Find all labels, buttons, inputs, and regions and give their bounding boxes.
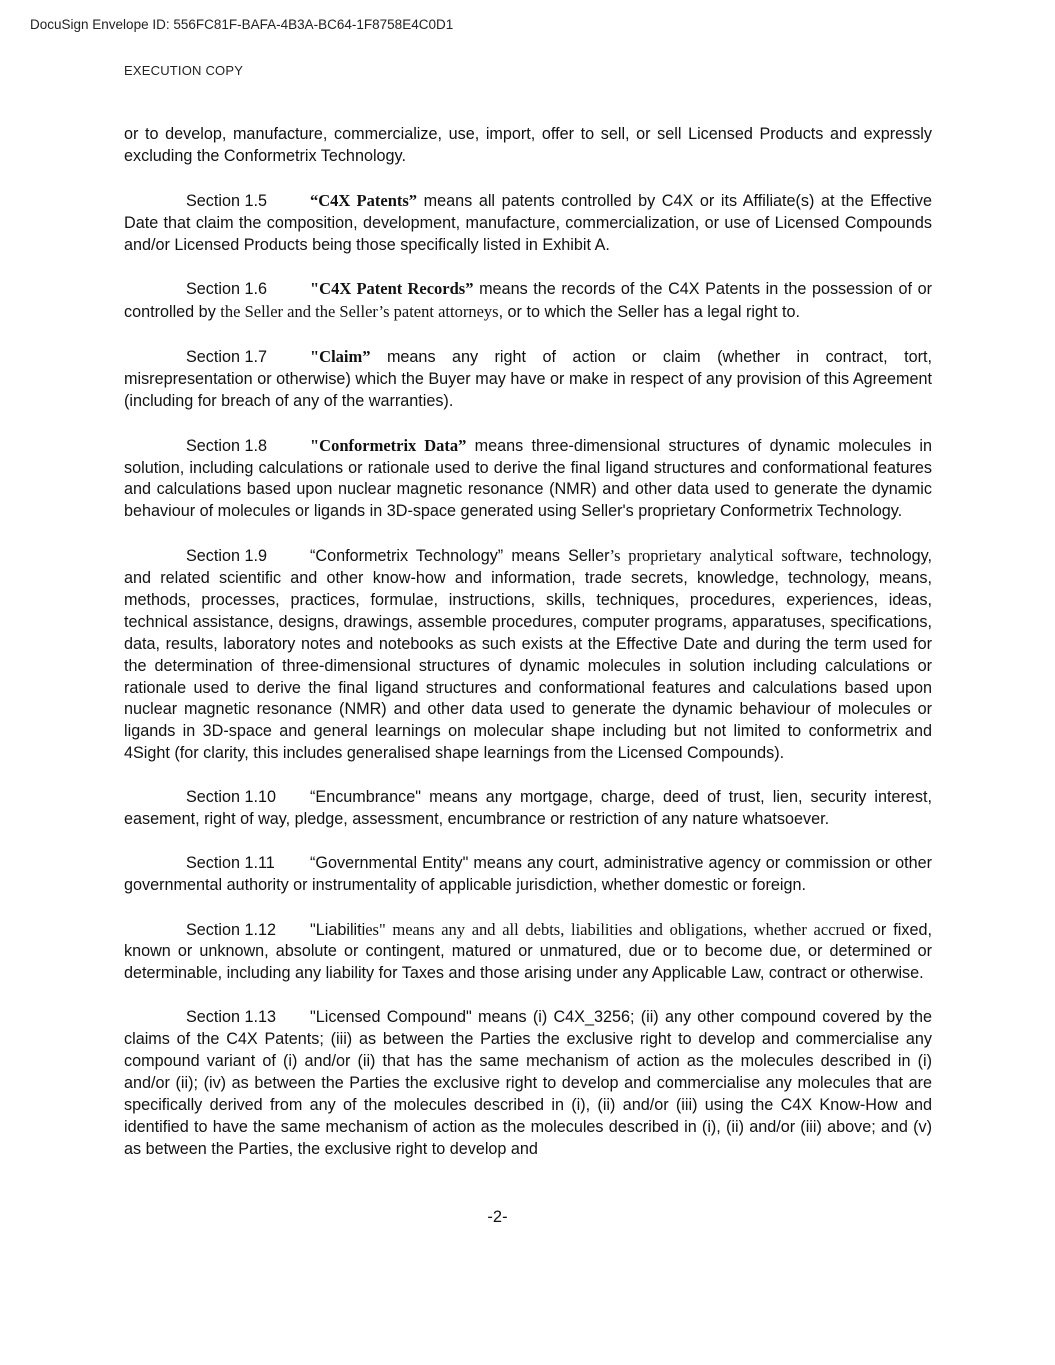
defined-term: "Liabiliti [310,920,366,939]
section-text: means any court, administrative agency or commission or other governmental authority or instrumentality of applicable jurisdiction, whether domestic or foreign. [124,853,932,894]
section-1-8 [124,435,932,524]
section-1-10 [124,787,932,831]
defined-term: "C4X Patent Records” [310,279,474,299]
section-text-serif: the Seller and the Seller’s patent attorneys [220,302,499,322]
defined-term: “C4X Patents” [310,190,418,210]
section-text: means three-dimensional structures of dynamic molecules in solution, including calculations or rationale used to derive the final ligand structures and conformational features and calculations based upon nuclear magnetic resonance (NMR) and other data used to generate the dynamic behaviour of molecules or ligands in 3D-space generated using Seller's proprietary Conformetrix Technology. [124,436,932,521]
section-1-11 [124,853,932,897]
section-text: means any mortgage, charge, deed of trust, lien, security interest, easement, right of way, pledge, assessment, encumbrance or restriction of any nature whatsoever. [124,788,932,828]
section-text-end: or fixed, known or unknown, absolute or contingent, matured or unmatured, due or to become due, or determined or determinable, including any liability for Taxes and those arising under any Applicable Law, contract or otherwise. [124,920,932,983]
defined-term: "Licensed Compound" [310,1008,472,1027]
section-text: means (i) C4X_3256; (ii) any other compound covered by the claims of the C4X Patents; (iii) as between the Parties the exclusive right to develop and commercialise any compound variant of (i) and/or (ii) that has the same mechanism of action as the molecules described in (i) and/or (ii); (iv) as between the Parties the exclusive right to develop and commercialise any molecules that are specifically derived from any of the molecules described in (i), (ii) and/or (iii) using the C4X Know-How and identified to have the same mechanism of action as the molecules described in (i), (ii) and/or (iii) above; and (v) as between the Parties, the exclusive right to develop and [124,1008,932,1158]
section-number: Section 1.12 [186,920,276,939]
execution-copy-label: EXECUTION COPY [124,63,244,78]
section-text-end: technology, and related scientific and other know-how and information, trade secrets, knowledge, technology, means, methods, processes, practices, formulae, instructions, skills, techniques, procedures, experiences, ideas, technical assistance, designs, drawings, assemble procedures, computer programs, apparatuses, specifications, data, results, laboratory notes and notebooks as such exists at the Effective Date and during the term used for the determination of three-dimensional structures of dynamic molecules in solution including calculations or rationale used to derive the final ligand structures and conformational features and calculations based upon nuclear magnetic resonance (NMR) and other data used to generate the dynamic behaviour of molecules or ligands in 3D-space and general learnings on molecular shape including but not limited to conformetrix and 4Sight (for clarity, this includes generalised shape learnings from the Licensed Compounds). [124,547,933,763]
section-text-end: , or to which the Seller has a legal right to. [498,303,800,322]
section-number: Section 1.10 [186,788,276,807]
section-text: means any right of action or claim (whether in contract, tort, misrepresentation or otherwise) which the Buyer may have or make in respect of any provision of this Agreement (including for breach of any of the warranties). [124,348,932,410]
defined-term: "Conformetrix Data” [310,435,467,455]
section-text: means all patents controlled by C4X or its Affiliate(s) at the Effective Date that claim the composition, development, manufacture, commercialization, or use of Licensed Compounds and/or Licensed Products being those specifically listed in Exhibit A. [124,191,932,254]
defined-term: "Claim” [310,347,371,367]
section-number: Section 1.7 [186,348,267,367]
section-1-7 [124,346,932,413]
page-number: -2- [487,1208,508,1226]
section-number: Section 1.8 [186,436,267,455]
section-text: means the records of the C4X Patents in the possession of or controlled by [124,280,932,322]
defined-term: “Encumbrance" [310,788,422,807]
defined-term: “Conformetrix Technology” [310,547,504,566]
section-1-9 [124,545,932,765]
section-number: Section 1.13 [186,1008,276,1027]
section-text-serif: ’s proprietary analytical software, [609,546,843,566]
section-1-12 [124,919,932,986]
section-1-6 [124,278,932,324]
section-text-serif: es" means any and all debts, liabilities and obligations, whether accrued [365,919,865,939]
defined-term: “Governmental Entity" [310,853,469,872]
section-number: Section 1.9 [186,547,267,566]
section-text: means Seller [503,547,610,566]
docusign-envelope-id: DocuSign Envelope ID: 556FC81F-BAFA-4B3A-BC64-1F8758E4C0D1 [30,17,454,32]
section-number: Section 1.5 [186,191,267,210]
section-1-13 [124,1007,932,1160]
intro-paragraph: or to develop, manufacture, commercialize, use, import, offer to sell, or sell Licensed Products and expressly excluding the Conformetrix Technology. [124,125,932,165]
section-number: Section 1.11 [186,853,275,872]
document-body [124,124,932,1160]
section-number: Section 1.6 [186,280,267,299]
section-1-5 [124,190,932,257]
